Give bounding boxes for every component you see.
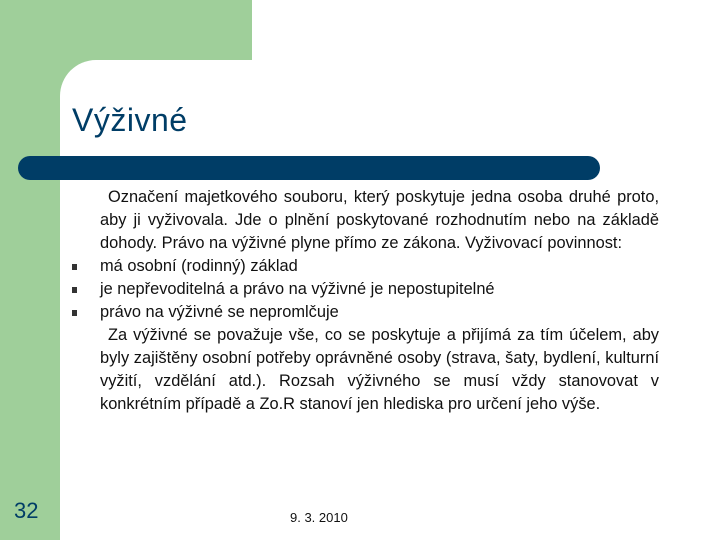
square-bullet-icon (72, 264, 77, 270)
bullet-item (100, 255, 659, 278)
closing-text: Za výživné se považuje vše, co se poskytuje a přijímá za tím účelem, aby byly zajištěny osobní potřeby oprávněné osoby (strava, šaty, bydlení, kulturní vyžití, vzdělání atd.). Rozsah výživného se musí vždy stanovovat v konkrétním případě a Zo.R stanoví jen hlediska pro určení jeho výše. (100, 326, 659, 413)
slide-number: 32 (14, 498, 39, 523)
slide-body (100, 186, 659, 416)
slide-date: 9. 3. 2010 (290, 510, 348, 525)
title-underline-bar (18, 156, 600, 180)
decor-green-strip (0, 60, 60, 540)
bullet-text: má osobní (rodinný) základ (100, 257, 298, 275)
bullet-item (100, 301, 659, 324)
bullet-list (100, 255, 659, 324)
intro-paragraph (100, 186, 659, 255)
intro-text: Označení majetkového souboru, který poskytuje jedna osoba druhé proto, aby ji vyživovala. Jde o plnění poskytované rozhodnutím nebo na základě dohody. Právo na výživné plyne přímo ze zákona. Vyživovací povinnost: (100, 188, 659, 252)
bullet-text: je nepřevoditelná a právo na výživné je nepostupitelné (100, 280, 495, 298)
closing-paragraph (100, 324, 659, 416)
slide-title: Výživné (72, 102, 188, 138)
square-bullet-icon (72, 310, 77, 316)
bullet-text: právo na výživné se nepromlčuje (100, 303, 339, 321)
bullet-item (100, 278, 659, 301)
square-bullet-icon (72, 287, 77, 293)
